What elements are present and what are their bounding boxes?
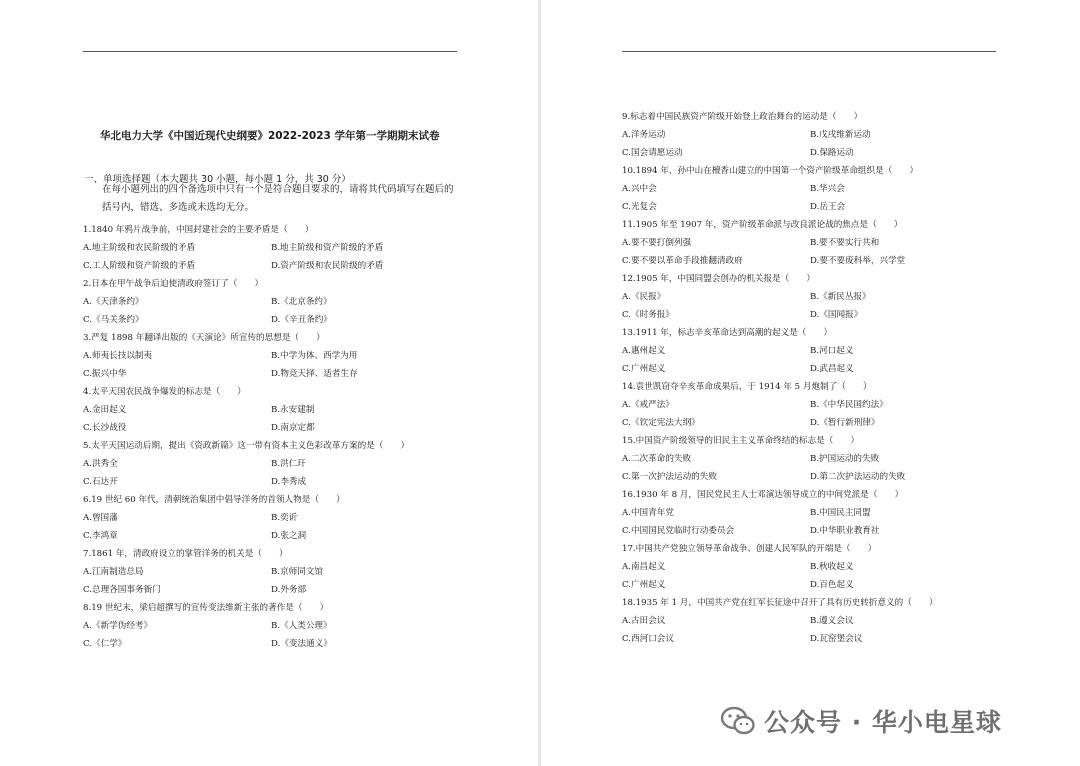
answer-option: C.总理各国事务衙门 xyxy=(83,585,161,595)
answer-option: B.中学为体、西学为用 xyxy=(271,351,358,361)
exam-page-right xyxy=(541,0,1080,766)
answer-option: C.《仁学》 xyxy=(83,639,127,649)
wechat-icon xyxy=(720,705,756,737)
option-row xyxy=(622,522,1042,540)
option-row xyxy=(83,527,503,545)
answer-option: B.护国运动的失败 xyxy=(810,454,880,464)
watermark xyxy=(720,702,1002,740)
answer-option: D.《国闻报》 xyxy=(810,310,863,320)
exam-title: 华北电力大学《中国近现代史纲要》2022-2023 学年第一学期期末试卷 xyxy=(100,130,440,142)
answer-option: A.洪秀全 xyxy=(83,459,118,469)
option-row xyxy=(622,612,1042,630)
question-text: 18.1935 年 1 月，中国共产党在红军长征途中召开了具有历史转折意义的（ ） xyxy=(622,598,938,608)
option-row xyxy=(83,563,503,581)
answer-option: B.奕䜣 xyxy=(271,513,298,523)
option-row xyxy=(83,581,503,599)
answer-option: D.《变法通义》 xyxy=(271,639,332,649)
question-list-left xyxy=(83,221,503,653)
answer-option: C.《钦定宪法大纲》 xyxy=(622,418,700,428)
option-row xyxy=(622,450,1042,468)
answer-option: C.国会请愿运动 xyxy=(622,148,683,158)
answer-option: C.广州起义 xyxy=(622,580,666,590)
answer-option: B.戊戌维新运动 xyxy=(810,130,871,140)
option-row xyxy=(622,342,1042,360)
answer-option: D.南京定都 xyxy=(271,423,315,433)
answer-option: C.李鸿章 xyxy=(83,531,118,541)
answer-option: C.要不要以革命手段推翻清政府 xyxy=(622,256,743,266)
answer-option: C.第一次护法运动的失败 xyxy=(622,472,717,482)
answer-option: C.长沙战役 xyxy=(83,423,127,433)
option-row xyxy=(83,293,503,311)
option-row xyxy=(622,234,1042,252)
question-text: 17.中国共产党独立领导革命战争、创建人民军队的开端是（ ） xyxy=(622,544,877,554)
header-rule xyxy=(622,51,996,52)
answer-option: B.《北京条约》 xyxy=(271,297,332,307)
answer-option: B.《人类公理》 xyxy=(271,621,332,631)
answer-option: D.第二次护法运动的失败 xyxy=(810,472,906,482)
option-row xyxy=(83,635,503,653)
question-list-right xyxy=(622,108,1042,648)
answer-option: A.古田会议 xyxy=(622,616,666,626)
answer-option: A.《新学伪经考》 xyxy=(83,621,153,631)
option-row xyxy=(83,419,503,437)
answer-option: C.《马关条约》 xyxy=(83,315,144,325)
question-text: 11.1905 年至 1907 年，资产阶级革命派与改良派论战的焦点是（ ） xyxy=(622,220,903,230)
option-row xyxy=(83,617,503,635)
option-row xyxy=(83,455,503,473)
question-text: 15.中国资产阶级领导的旧民主主义革命终结的标志是（ ） xyxy=(622,436,860,446)
answer-option: D.保路运动 xyxy=(810,148,854,158)
answer-option: D.物竞天择、适者生存 xyxy=(271,369,358,379)
question-text: 2.日本在甲午战争后迫使清政府签订了（ ） xyxy=(83,279,264,289)
instructions-line-1: 在每小题列出的四个备选项中只有一个是符合题目要求的，请将其代码填写在题后的 xyxy=(102,184,454,195)
header-rule xyxy=(83,51,457,52)
question-text: 3.严复 1898 年翻译出版的《天演论》所宣传的思想是（ ） xyxy=(83,333,325,343)
question-text: 9.标志着中国民族资产阶级开始登上政治舞台的运动是（ ） xyxy=(622,112,863,122)
answer-option: C.振兴中华 xyxy=(83,369,127,379)
section-heading: 一、单项选择题（本大题共 30 小题，每小题 1 分，共 30 分） xyxy=(84,174,351,185)
option-row xyxy=(83,401,503,419)
answer-option: C.光复会 xyxy=(622,202,657,212)
option-row xyxy=(622,306,1042,324)
answer-option: C.石达开 xyxy=(83,477,118,487)
answer-option: A.南昌起义 xyxy=(622,562,666,572)
answer-option: A.师夷长技以制夷 xyxy=(83,351,153,361)
answer-option: B.中国民主同盟 xyxy=(810,508,871,518)
option-row xyxy=(622,576,1042,594)
answer-option: D.瓦窑堡会议 xyxy=(810,634,863,644)
answer-option: C.西河口会议 xyxy=(622,634,674,644)
answer-option: A.《戒严法》 xyxy=(622,400,674,410)
answer-option: D.《暂行新刑律》 xyxy=(810,418,880,428)
option-row xyxy=(83,365,503,383)
answer-option: D.李秀成 xyxy=(271,477,307,487)
option-row xyxy=(622,144,1042,162)
answer-option: D.资产阶级和农民阶级的矛盾 xyxy=(271,261,384,271)
answer-option: D.百色起义 xyxy=(810,580,854,590)
answer-option: C.中国国民党临时行动委员会 xyxy=(622,526,735,536)
answer-option: D.《辛丑条约》 xyxy=(271,315,332,325)
answer-option: A.曾国藩 xyxy=(83,513,118,523)
question-text: 4.太平天国农民战争爆发的标志是（ ） xyxy=(83,387,246,397)
option-row xyxy=(622,360,1042,378)
question-text: 8.19 世纪末，梁启超撰写的宣传变法维新主张的著作是（ ） xyxy=(83,603,329,613)
answer-option: D.要不要废科举，兴学堂 xyxy=(810,256,906,266)
answer-option: A.地主阶级和农民阶级的矛盾 xyxy=(83,243,196,253)
answer-option: A.惠州起义 xyxy=(622,346,666,356)
question-text: 1.1840 年鸦片战争前，中国封建社会的主要矛盾是（ ） xyxy=(83,225,314,235)
answer-option: B.遵义会议 xyxy=(810,616,854,626)
answer-option: D.张之洞 xyxy=(271,531,307,541)
answer-option: A.洋务运动 xyxy=(622,130,666,140)
answer-option: A.要不要打倒列强 xyxy=(622,238,692,248)
answer-option: B.洪仁玕 xyxy=(271,459,306,469)
option-row xyxy=(622,180,1042,198)
question-text: 5.太平天国运动后期，提出《资政新篇》这一带有资本主义色彩改革方案的是（ ） xyxy=(83,441,410,451)
option-row xyxy=(622,198,1042,216)
answer-option: C.广州起义 xyxy=(622,364,666,374)
answer-option: B.《中华民国约法》 xyxy=(810,400,888,410)
answer-option: D.岳王会 xyxy=(810,202,846,212)
question-text: 14.袁世凯窃夺辛亥革命成果后，于 1914 年 5 月炮制了（ ） xyxy=(622,382,872,392)
option-row xyxy=(622,396,1042,414)
option-row xyxy=(622,414,1042,432)
answer-option: B.《新民丛报》 xyxy=(810,292,871,302)
answer-option: B.华兴会 xyxy=(810,184,845,194)
question-text: 7.1861 年，清政府设立的掌管洋务的机关是（ ） xyxy=(83,549,288,559)
question-text: 16.1930 年 8 月，国民党民主人士邓演达领导成立的中间党派是（ ） xyxy=(622,490,904,500)
answer-option: A.江南制造总局 xyxy=(83,567,144,577)
answer-option: B.秋收起义 xyxy=(810,562,854,572)
answer-option: A.《民报》 xyxy=(622,292,666,302)
answer-option: C.《时务报》 xyxy=(622,310,674,320)
answer-option: D.外务部 xyxy=(271,585,307,595)
option-row xyxy=(83,473,503,491)
watermark-text: 公众号 · 华小电星球 xyxy=(764,708,1002,737)
question-text: 12.1905 年，中国同盟会创办的机关报是（ ） xyxy=(622,274,815,284)
option-row xyxy=(622,288,1042,306)
answer-option: B.永安建制 xyxy=(271,405,315,415)
question-text: 13.1911 年，标志辛亥革命达到高潮的起义是（ ） xyxy=(622,328,833,338)
option-row xyxy=(83,239,503,257)
option-row xyxy=(622,468,1042,486)
option-row xyxy=(622,126,1042,144)
option-row xyxy=(83,347,503,365)
answer-option: A.中国青年党 xyxy=(622,508,674,518)
option-row xyxy=(83,311,503,329)
answer-option: A.兴中会 xyxy=(622,184,657,194)
answer-option: D.武昌起义 xyxy=(810,364,854,374)
answer-option: D.中华职业教育社 xyxy=(810,526,880,536)
exam-page-left xyxy=(0,0,538,766)
instructions-line-2: 括号内，错选、多选或未选均无分。 xyxy=(102,202,255,213)
option-row xyxy=(622,504,1042,522)
option-row xyxy=(83,509,503,527)
answer-option: A.二次革命的失败 xyxy=(622,454,692,464)
answer-option: A.金田起义 xyxy=(83,405,127,415)
option-row xyxy=(83,257,503,275)
option-row xyxy=(622,558,1042,576)
answer-option: B.地主阶级和资产阶级的矛盾 xyxy=(271,243,384,253)
question-text: 10.1894 年，孙中山在檀香山建立的中国第一个资产阶级革命组织是（ ） xyxy=(622,166,919,176)
answer-option: B.京师同文馆 xyxy=(271,567,324,577)
answer-option: A.《天津条约》 xyxy=(83,297,144,307)
answer-option: B.要不要实行共和 xyxy=(810,238,880,248)
question-text: 6.19 世纪 60 年代，清朝统治集团中倡导洋务的首领人物是（ ） xyxy=(83,495,345,505)
option-row xyxy=(622,252,1042,270)
answer-option: C.工人阶级和资产阶级的矛盾 xyxy=(83,261,196,271)
option-row xyxy=(622,630,1042,648)
answer-option: B.河口起义 xyxy=(810,346,854,356)
